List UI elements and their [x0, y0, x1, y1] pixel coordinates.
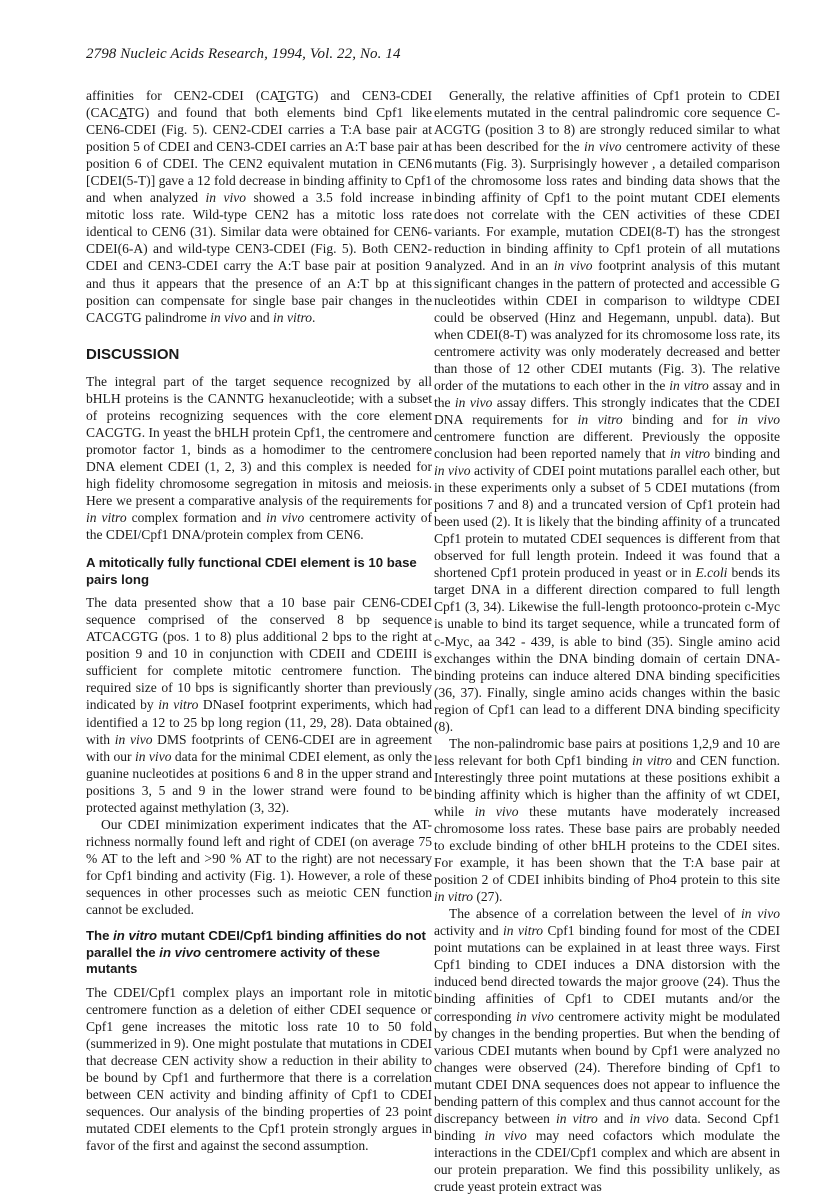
paragraph-cdei-length: The data presented show that a 10 base pair CEN6-CDEI sequence comprised of the conserved 8 bp sequence ATCACGTG (pos. 1 to 8) plus additional 2 bps to the right at position 9 and 10 in conjunction with CDEII and CDEIII is sufficient for complete mitotic centromere function. The required size of 10 bps is significantly shorter than previously indicated by in vitro DNaseI footprint experiments, which had identified a 12 to 25 bp long region (11, 29, 28). Data obtained with in vivo DMS footprints of CEN6-CDEI are in agreement with our in vivo data for the minimal CDEI element, as only the guanine nucleotides at positions 6 and 8 in the upper strand and positions 3, 5 and 9 in the lower strand were found to be protected against methylation (3, 32). — [86, 595, 432, 815]
running-header: 2798 Nucleic Acids Research, 1994, Vol. 22, No. 14 — [86, 46, 401, 62]
paragraph-non-palindromic: The non-palindromic base pairs at positions 1,2,9 and 10 are less relevant for both Cpf1 binding in vitro and CEN function. Interestingly three point mutations at these positions exhibit a binding affinity which is higher than the affinity of wt CDEI, while in vivo these mutants have moderately increased chromosome loss rates. These base pairs are probably needed to exclude binding of other bHLH proteins to the CDEI sites. For example, it has been shown that the T:A base pair at position 2 of CDEI inhibits binding of Pho4 protein to this site in vitro (27). — [434, 735, 780, 905]
paragraph-discussion-intro: The integral part of the target sequence recognized by all bHLH proteins is the CANNTG hexanucleotide; with a subset of proteins recognizing sequences with the core element CACGTG. In yeast the bHLH protein Cpf1, the centromere and promotor factor 1, binds as a homodimer to the centromere DNA element CDEI (1, 2, 3) and this complex is needed for high fidelity chromosome segregation in mitosis and meiosis. Here we present a comparative analysis of the requirements for in vitro complex formation and in vivo centromere activity of the CDEI/Cpf1 DNA/protein complex from CEN6. — [86, 373, 432, 543]
paragraph-binding-affinities: The CDEI/Cpf1 complex plays an important role in mitotic centromere function as a deletion of either CDEI sequence or Cpf1 gene increases the mitotic loss rate 10 to 50 fold (summerized in 9). One might postulate that mutations in CDEI that decrease CEN activity show a reduction in their ability to be bound by Cpf1 and furthermore that there is a correlation between CEN activity and binding affinity of Cpf1 to CDEI sequences. Our analysis of the binding properties of 23 point mutated CDEI elements to the Cpf1 protein strongly argues in favor of the first and against the second assumption. — [86, 984, 432, 1153]
discussion-heading: DISCUSSION — [86, 345, 180, 363]
subheading-binding-affinities: The in vitro mutant CDEI/Cpf1 binding affinities do not parallel the in vivo centromere activity of these mutants — [86, 928, 426, 977]
paragraph-results-end: affinities for CEN2-CDEI (CATGTG) and CEN3-CDEI (CACATG) and found that both elements bind Cpf1 like CEN6-CDEI (Fig. 5). CEN2-CDEI carries a T:A base pair at position 5 of CDEI and CEN3-CDEI carries an A:T base pair at position 6 of CDEI. The CEN2 equivalent mutation in CEN6 [CDEI(5-T)] gave a 12 fold decrease in binding affinity to Cpf1 and when analyzed in vivo showed a 3.5 fold increase in mitotic loss rate. Wild-type CEN2 has a mitotic loss rate identical to CEN6 (31). Similar data were obtained for CEN6-CDEI(6-A) and wild-type CEN3-CDEI (Fig. 5). Both CEN2-CDEI and CEN3-CDEI carry the A:T base pair at position 9 and thus it appears that the presence of an A:T bp at this position can compensate for single base pair changes in the CACGTG palindrome in vivo and in vitro. — [86, 88, 433, 325]
subheading-cdei-length: A mitotically fully functional CDEI element is 10 base pairs long — [86, 555, 417, 587]
paragraph-relative-affinities: Generally, the relative affinities of Cpf1 protein to CDEI elements mutated in the central palindromic core sequence C-ACGTG (position 3 to 8) are strongly reduced similar to what has been described for the in vivo centromere activity of these mutants (Fig. 3). Surprisingly however , a detailed comparison of the chromosome loss rates and binding data shows that the binding affinity of Cpf1 to the point mutant CDEI elements does not correlate with the CEN activities of these CDEI variants. For example, mutation CDEI(8-T) has the strongest reduction in binding affinity to Cpf1 protein of all mutations analyzed. And in an in vivo footprint analysis of this mutant significant changes in the pattern of protected and accessible G nucleotides within CDEI in comparison to wildtype CDEI could be observed (Hinz and Hegemann, unpubl. data). But when CDEI(8-T) was analyzed for its chromosome loss rate, its centromere activity was only moderately decreased and better than those of 12 other CDEI mutants (Fig. 3). The relative order of the mutations to each other in the in vitro assay and in the in vivo assay differs. This strongly indicates that the CDEI DNA requirements for in vitro binding and for in vivo centromere function are different. Previously the opposite conclusion had been reported namely that in vitro binding and in vivo activity of CDEI point mutations parallel each other, but in these experiments only a subset of 5 CDEI mutations (from positions 7 and 8) and a truncated version of Cpf1 protein had been used (2). It is likely that the binding affinity of a truncated Cpf1 protein to mutated CDEI sequences is different from that observed for full length protein. Indeed it was found that a shortened Cpf1 protein produced in yeast or in E.coli bends its target DNA in a different direction compared to full length Cpf1 (3, 34). Likewise the full-length protoonco-protein c-Myc is unable to bind its target sequence, while a truncated form of c-Myc, aa 342 - 439, is able to bind (35). Single amino acid exchanges within the DNA binding domain of certain DNA-binding proteins can induce altered DNA binding specificities (36, 37). Finally, single amino acids changes within the basic region of Cpf1 can lead to a different DNA binding specificity (8). — [434, 88, 780, 734]
left-column — [86, 87, 432, 1154]
paragraph-cdei-minimization: Our CDEI minimization experiment indicates that the AT-richness normally found left and right of CDEI (on average 75 % AT to the left and >90 % AT to the right) are not necessary for Cpf1 binding and activity (Fig. 1). However, a role of these sequences in other processes such as meiotic CEN function cannot be excluded. — [86, 816, 432, 918]
paragraph-absence-correlation: The absence of a correlation between the level of in vivo activity and in vitro Cpf1 binding found for most of the CDEI point mutations can be explained in at least three ways. First Cpf1 binding to CDEI induces a DNA distorsion with the induced bend directed towards the major groove (24). Thus the binding affinities of Cpf1 to CDEI mutants and/or the corresponding in vivo centromere activity might be modulated by changes in the bending properties. But when the bending of various CDEI mutants when bound by Cpf1 were analyzed no changes were observed (24). Therefore binding of Cpf1 to mutant CDEI DNA sequences does not appear to influence the bending pattern of this complex and thus cannot account for the discrepancy between in vitro and in vivo data. Second Cpf1 binding in vivo may need cofactors which modulate the interactions in the CDEI/Cpf1 complex and which are absent in our protein preparation. We find this possibility unlikely, as crude yeast protein extract was — [434, 906, 780, 1194]
right-column — [434, 87, 780, 1195]
